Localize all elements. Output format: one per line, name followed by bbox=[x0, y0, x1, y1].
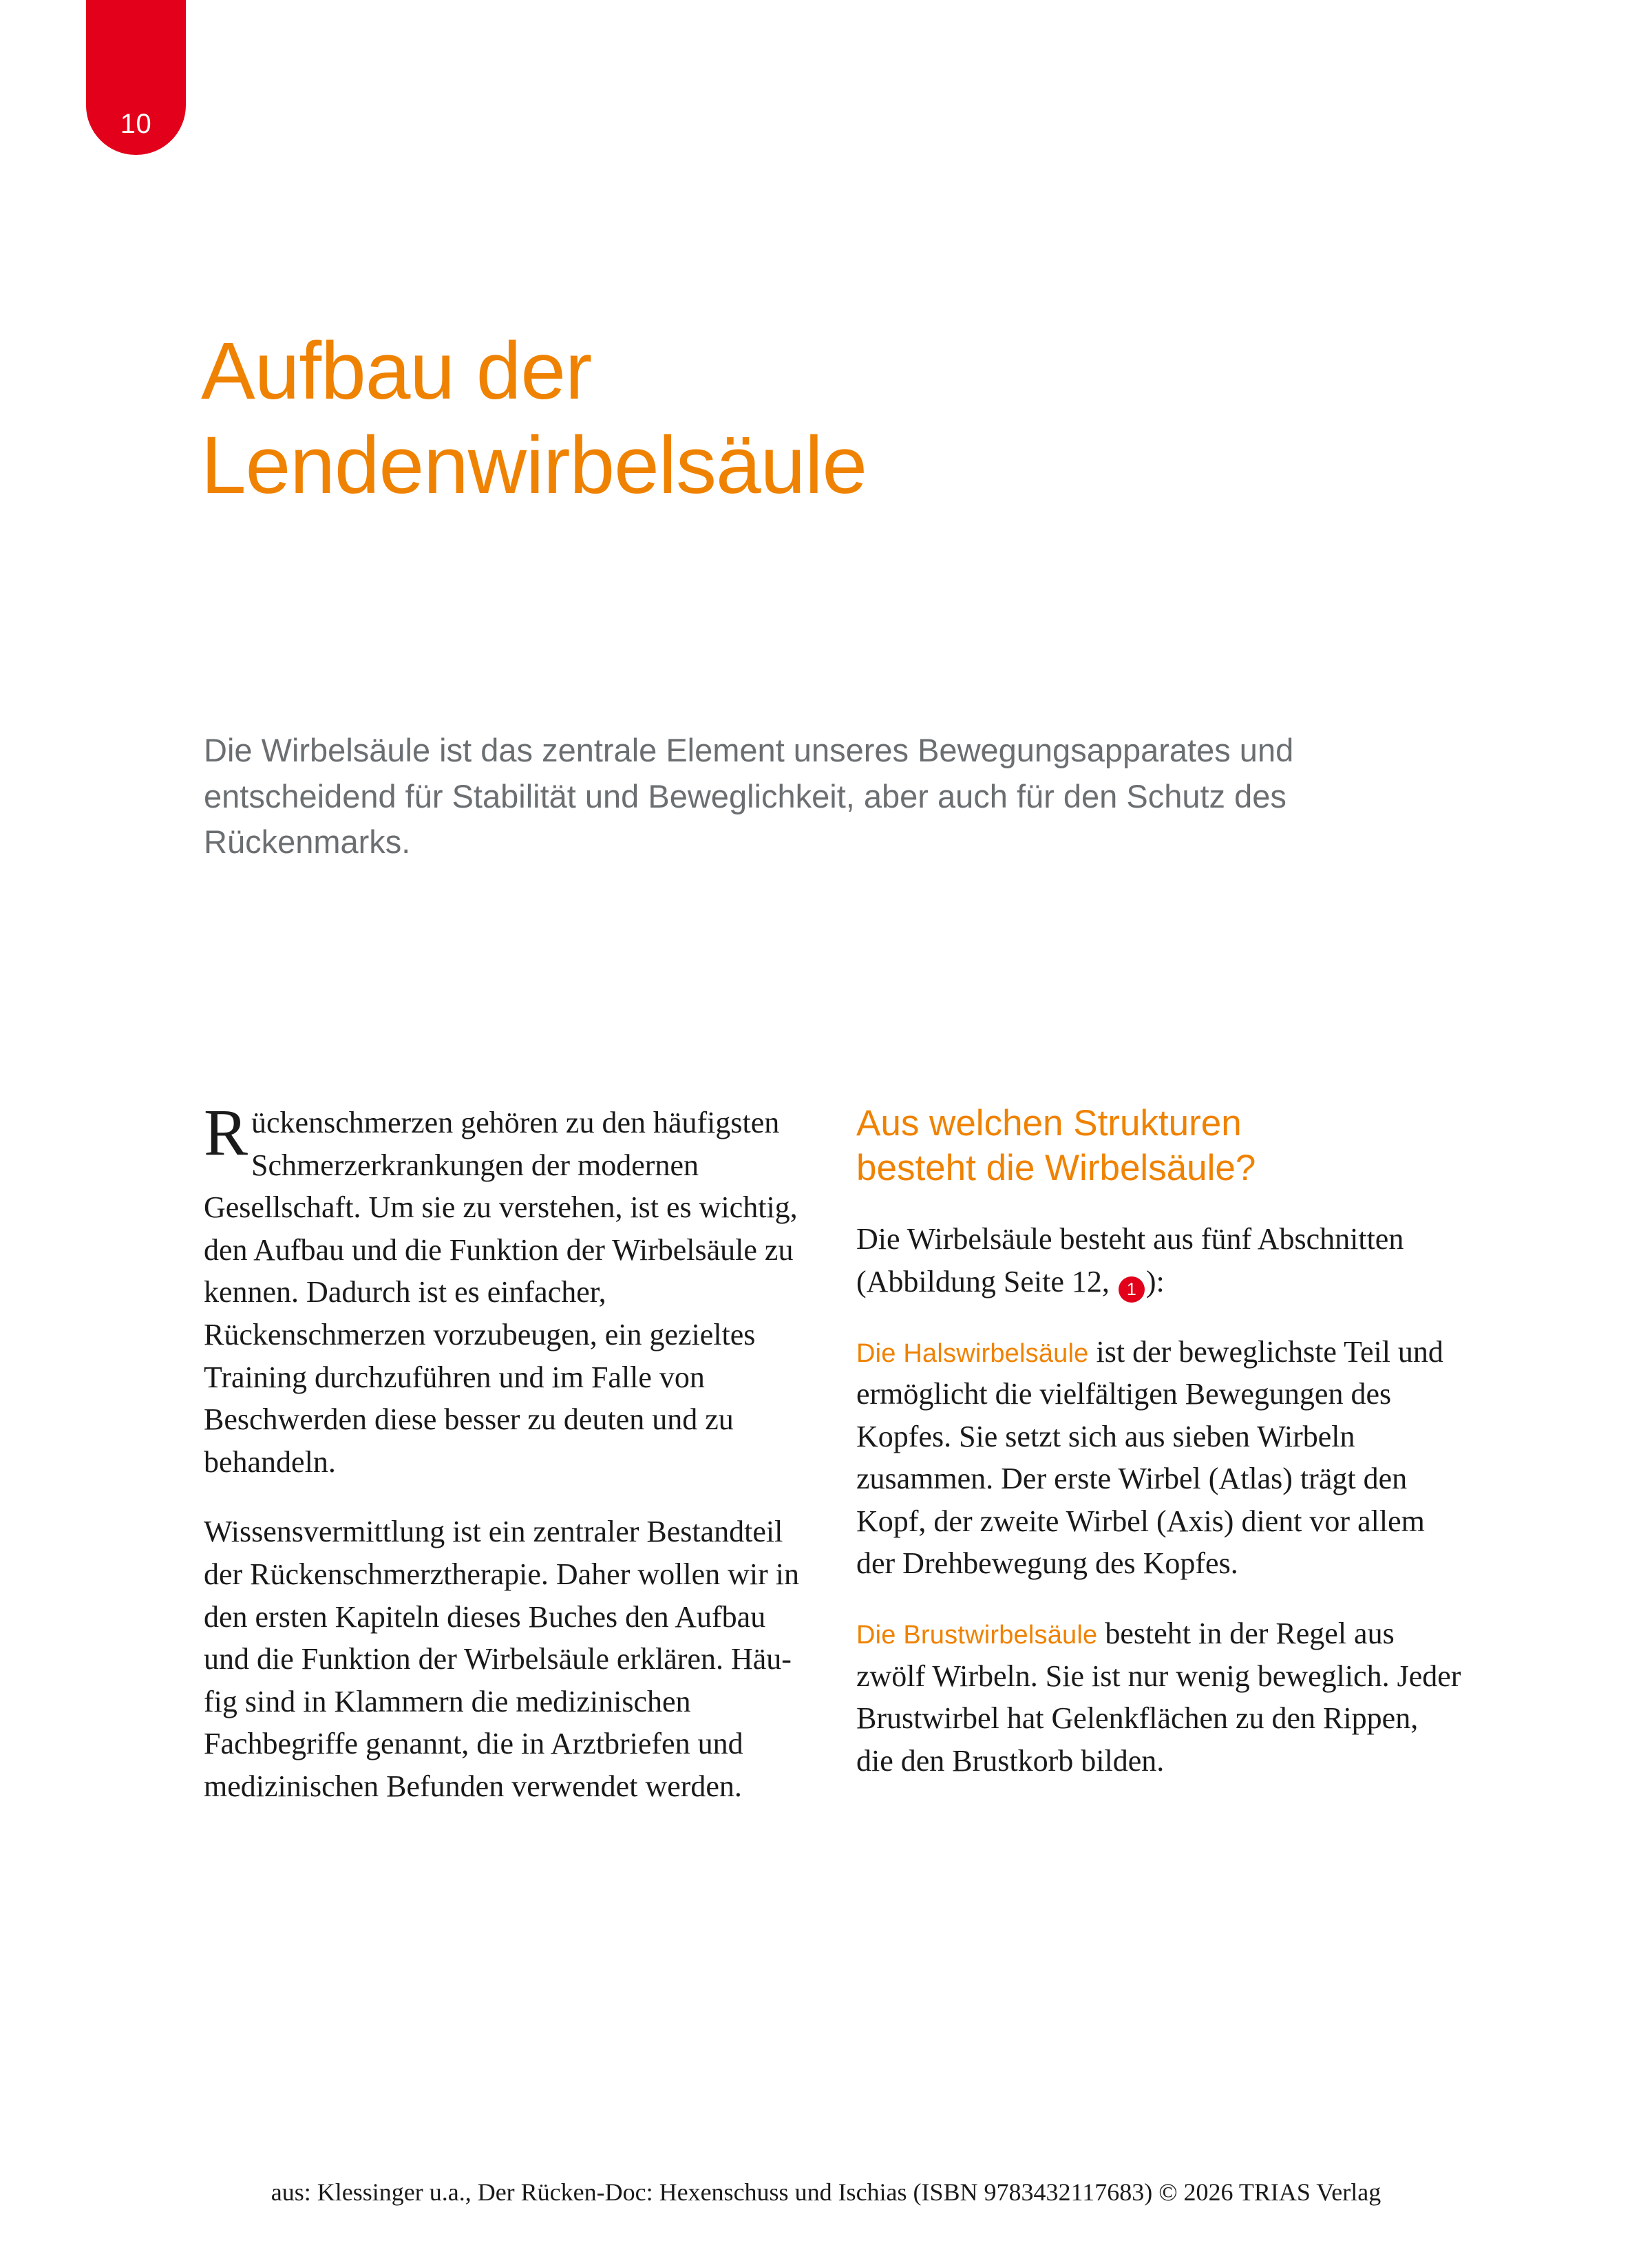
right-paragraph-halswirbelsaeule-text: ist der beweglichste Teil und ermöglicht die vielfältigen Bewegungen des Kopfes. Sie setzt sich aus sieben Wirbeln zusammen. Der erste Wirbel (Atlas) trägt den Kopf, der zweite Wirbel (Axis) dient vor allem der Drehbewegung des Kopfes. bbox=[856, 1334, 1443, 1581]
lead-paragraph: Die Wirbelsäule ist das zentrale Element unseres Bewegungsapparates und entscheidend für Stabilität und Beweglichkeit, aber auch für den Schutz des Rückenmarks. bbox=[204, 732, 1294, 861]
left-column bbox=[204, 1095, 809, 1808]
section-heading-line-1: Aus welchen Strukturen bbox=[856, 1103, 1242, 1144]
right-intro-paragraph bbox=[856, 1218, 1462, 1303]
left-paragraph-2: Wissensvermittlung ist ein zentraler Bestandteil der Rückenschmerztherapie. Daher wollen wir in den ersten Kapiteln dieses Buches den Aufbau und die Funktion der Wirbelsäule erklären. Häufig sind in Klammern die medizinischen Fachbegriffe genannt, die in Arztbriefen und medizinischen Befunden verwendet werden. bbox=[204, 1515, 799, 1803]
footer-source-line: aus: Klessinger u.a., Der Rücken-Doc: Hexenschuss und Ischias (ISBN 9783432117683) © 2026 TRIAS Verlag bbox=[271, 2178, 1381, 2206]
right-intro-text-before: Die Wirbelsäule besteht aus fünf Abschnitten (Abbildung Seite 12, bbox=[856, 1222, 1404, 1298]
figure-marker-1-icon: 1 bbox=[1119, 1276, 1145, 1303]
page-number-badge bbox=[86, 0, 186, 155]
right-paragraph-halswirbelsaeule bbox=[856, 1331, 1462, 1586]
page-title bbox=[201, 324, 1440, 513]
right-paragraph-brustwirbelsaeule-text: besteht in der Regel aus zwölf Wirbeln. Sie ist nur wenig beweglich. Jeder Brustwirbel hat Gelenkflächen zu den Rippen, die den Brustkorb bilden. bbox=[856, 1617, 1461, 1778]
run-in-heading-halswirbelsaeule: Die Halswirbelsäule bbox=[856, 1338, 1089, 1368]
page-number: 10 bbox=[120, 109, 152, 139]
page-title-line-1: Aufbau der bbox=[201, 326, 592, 417]
left-paragraph-1: Rückenschmerzen gehören zu den häufigsten Schmerzerkrankungen der modernen Gesellschaft. Um sie zu verstehen, ist es wichtig, den Aufbau und die Funktion der Wirbelsäule zu kennen. Dadurch ist es einfacher, Rückenschmerzen vorzubeugen, ein gezieltes Training durchzuführen und im Falle von Beschwerden diese besser zu deuten und zu behandeln. bbox=[204, 1095, 798, 1479]
right-intro-text-after: ): bbox=[1145, 1264, 1165, 1298]
run-in-heading-brustwirbelsaeule: Die Brustwirbelsäule bbox=[856, 1621, 1098, 1650]
right-column bbox=[856, 1102, 1462, 1808]
page-title-line-2: Lendenwirbelsäule bbox=[201, 419, 867, 511]
section-heading bbox=[856, 1102, 1462, 1190]
section-heading-line-2: besteht die Wirbelsäule? bbox=[856, 1147, 1256, 1188]
right-paragraph-brustwirbelsaeule bbox=[856, 1612, 1462, 1782]
body-columns bbox=[204, 1095, 1463, 1808]
